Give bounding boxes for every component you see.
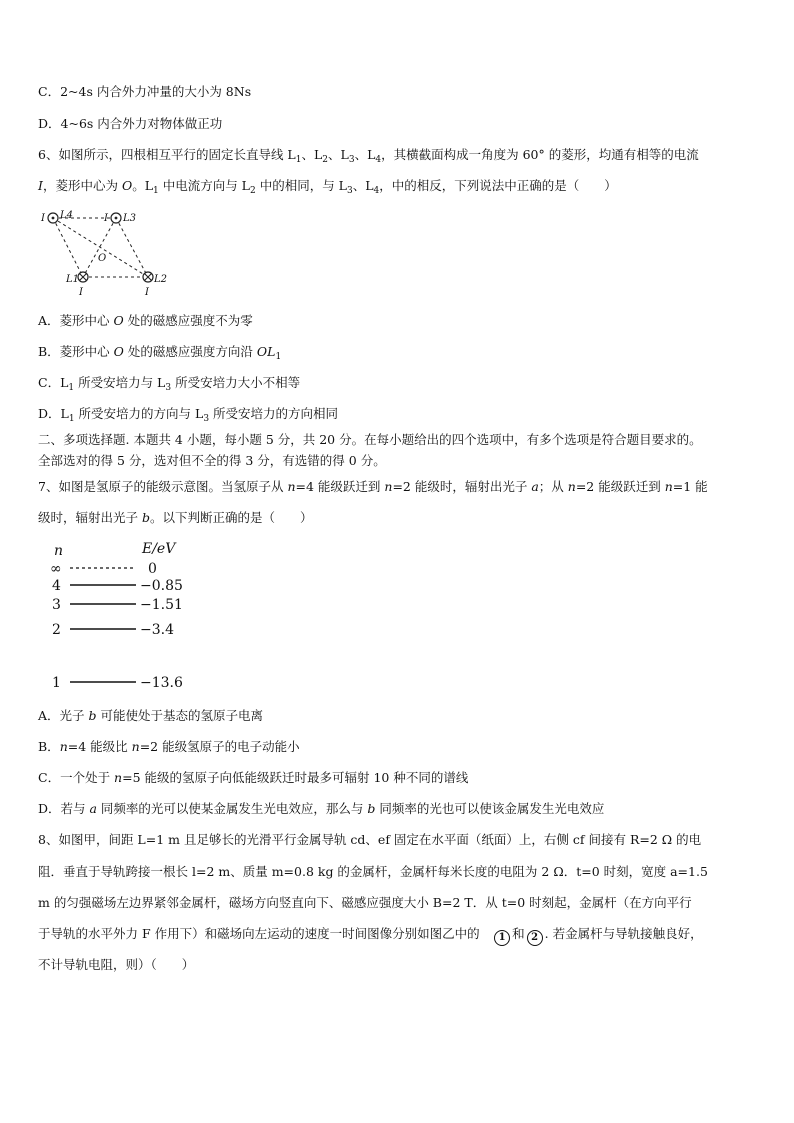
wire-l3-out-icon: [111, 213, 121, 223]
label-current-l3: I: [104, 213, 108, 224]
wire-l4-out-icon: [48, 213, 58, 223]
q7-option-c: C．一个处于 n=5 能级的氢原子向低能级跃迁时最多可辐射 10 种不同的谱线: [38, 770, 469, 785]
label-l2: L2: [154, 274, 168, 285]
rhombus-dashed-lines: [53, 218, 148, 277]
level-e-3: −1.51: [140, 597, 183, 613]
label-l3: L3: [123, 213, 137, 224]
q7-option-d: D．若与 a 同频率的光可以使某金属发生光电效应，那么与 b 同频率的光也可以使该金属发生光电效应: [38, 801, 605, 816]
q7-energy-level-diagram: [46, 540, 216, 690]
q8-stem-line2: 阻．垂直于导轨跨接一根长 l=2 m、质量 m=0.8 kg 的金属杆，金属杆每米长度的电阻为 2 Ω．t=0 时刻，宽度 a=1.5: [38, 864, 708, 879]
label-center-o: O: [98, 253, 107, 264]
level-n-2: 2: [52, 622, 61, 638]
q8-stem-line1: 8、如图甲，间距 L=1 m 且足够长的光滑平行金属导轨 cd、ef 固定在水平面（纸面）上，右侧 cf 间接有 R=2 Ω 的电: [38, 832, 702, 847]
q5-option-d: D．4~6s 内合外力对物体做正功: [38, 116, 223, 131]
section2-instructions-line1: 二、多项选择题. 本题共 4 小题，每小题 5 分，共 20 分。在每小题给出的四个选项中，有多个选项是符合题目要求的。: [38, 432, 702, 447]
label-current-l2: I: [145, 287, 149, 298]
circled-number-2: 2: [527, 930, 543, 946]
q6-stem-line2: I，菱形中心为 O。$L_1$ 中电流方向与 $L_2$ 中的相同，与 $L_3$、$L_4$，中的相反，下列说法中正确的是（ ）: [38, 178, 617, 196]
axis-label-n: n: [54, 543, 64, 559]
label-current-l1: I: [79, 287, 83, 298]
level-n-4: 4: [52, 578, 61, 594]
q6-stem-line1: 6、如图所示，四根相互平行的固定长直导线 $L_1$、$L_2$、$L_3$、$L_4$，其横截面构成一角度为 60° 的菱形，均通有相等的电流: [38, 147, 699, 165]
level-e-2: −3.4: [140, 622, 174, 638]
section2-instructions-line2: 全部选对的得 5 分，选对但不全的得 3 分，有选错的得 0 分。: [38, 453, 386, 468]
q6-option-c: C．$L_1$ 所受安培力与 $L_3$ 所受安培力大小不相等: [38, 375, 301, 393]
axis-label-energy: E/eV: [142, 541, 176, 557]
q8-stem-line5: 不计导轨电阻，则）（ ）: [38, 957, 195, 972]
level-n-1: 1: [52, 675, 61, 690]
level-n-inf: ∞: [50, 561, 62, 577]
level-n-3: 3: [52, 597, 61, 613]
q8-stem-line3: m 的匀强磁场左边界紧邻金属杆，磁场方向竖直向下、磁感应强度大小 B=2 T．从 t=0 时刻起，金属杆（在方向平行: [38, 895, 692, 910]
label-current-l4: I: [41, 213, 45, 224]
level-e-4: −0.85: [140, 578, 183, 594]
q7-stem-line1: 7、如图是氢原子的能级示意图。当氢原子从 n=4 能级跃迁到 n=2 能级时，辐射出光子 a；从 n=2 能级跃迁到 n=1 能: [38, 479, 708, 494]
label-l1: L1: [66, 274, 80, 285]
q7-stem-line2: 级时，辐射出光子 b。以下判断正确的是（ ）: [38, 510, 313, 525]
circled-number-1: 1: [494, 930, 510, 946]
q8-stem-line4: 于导轨的水平外力 F 作用下）和磁场向左运动的速度一时间图像分别如图乙中的 1 和 2 . 若金属杆与导轨接触良好，: [38, 926, 703, 946]
q6-option-a: A．菱形中心 O 处的磁感应强度不为零: [38, 313, 253, 328]
q5-option-c: C．2~4s 内合外力冲量的大小为 8Ns: [38, 84, 252, 99]
q6-option-d: D．$L_1$ 所受安培力的方向与 $L_3$ 所受安培力的方向相同: [38, 406, 339, 424]
label-l4: L4: [60, 210, 74, 221]
wire-l2-in-icon: [143, 272, 153, 282]
q6-option-b: B．菱形中心 O 处的磁感应强度方向沿 $OL_1$: [38, 344, 282, 362]
level-e-1: −13.6: [140, 675, 183, 690]
q7-option-b: B．n=4 能级比 n=2 能级氢原子的电子动能小: [38, 739, 300, 754]
wire-l1-in-icon: [78, 272, 88, 282]
q6-rhombus-figure: [38, 204, 178, 300]
q7-option-a: A．光子 b 可能使处于基态的氢原子电离: [38, 708, 264, 723]
level-e-inf: 0: [148, 561, 157, 577]
